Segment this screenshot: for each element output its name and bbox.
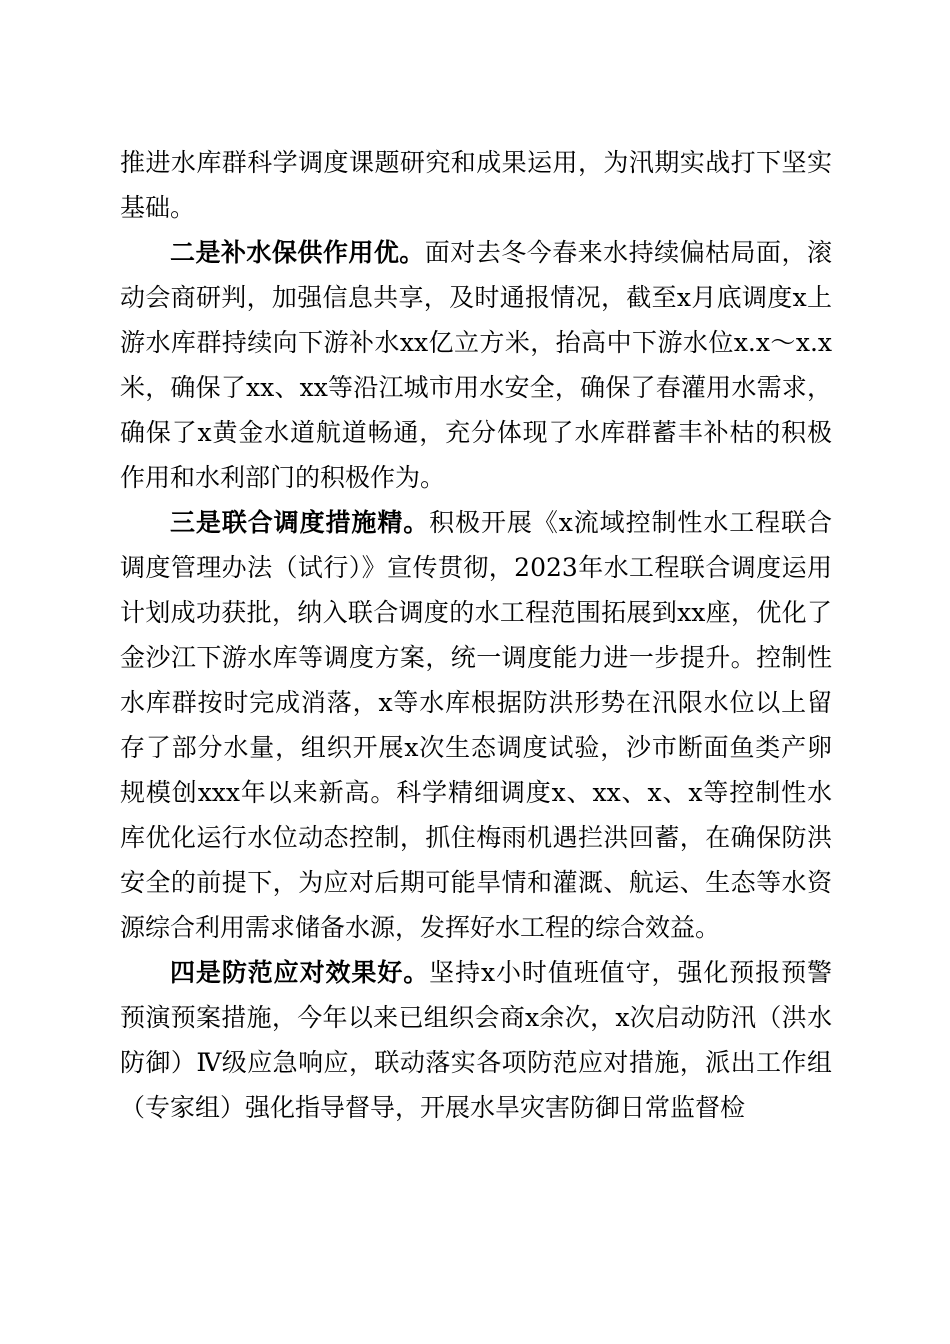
paragraph-continuation xyxy=(120,140,832,230)
paragraph-joint-dispatch xyxy=(120,500,832,950)
paragraph-text: 推进水库群科学调度课题研究和成果运用，为汛期实战打下坚实基础。 xyxy=(120,148,832,222)
paragraph-text: 坚持x小时值班值守，强化预报预警预演预案措施，今年以来已组织会商x余次，x次启动防汛（洪水防御）Ⅳ级应急响应，联动落实各项防范应对措施，派出工作组（专家组）强化指导督导，开展水旱灾害防御日常监督检 xyxy=(120,958,832,1122)
paragraph-heading: 三是联合调度措施精。 xyxy=(170,508,430,537)
document-body xyxy=(120,140,832,1130)
paragraph-heading: 二是补水保供作用优。 xyxy=(170,238,425,267)
paragraph-prevention-response xyxy=(120,950,832,1130)
paragraph-text: 面对去冬今春来水持续偏枯局面，滚动会商研判，加强信息共享，及时通报情况，截至x月底调度x上游水库群持续向下游补水xx亿立方米，抬高中下游水位x.x～x.x米，确保了xx、xx等沿江城市用水安全，确保了春灌用水需求，确保了x黄金水道航道畅通，充分体现了水库群蓄丰补枯的积极作用和水利部门的积极作为。 xyxy=(120,238,832,492)
paragraph-text: 积极开展《x流域控制性水工程联合调度管理办法（试行）》宣传贯彻，2023年水工程联合调度运用计划成功获批，纳入联合调度的水工程范围拓展到xx座，优化了金沙江下游水库等调度方案，统一调度能力进一步提升。控制性水库群按时完成消落，x等水库根据防洪形势在汛限水位以上留存了部分水量，组织开展x次生态调度试验，沙市断面鱼类产卵规模创xxx年以来新高。科学精细调度x、xx、x、x等控制性水库优化运行水位动态控制，抓住梅雨机遇拦洪回蓄，在确保防洪安全的前提下，为应对后期可能旱情和灌溉、航运、生态等水资源综合利用需求储备水源，发挥好水工程的综合效益。 xyxy=(120,508,832,942)
paragraph-heading: 四是防范应对效果好。 xyxy=(170,958,430,987)
paragraph-water-supply xyxy=(120,230,832,500)
